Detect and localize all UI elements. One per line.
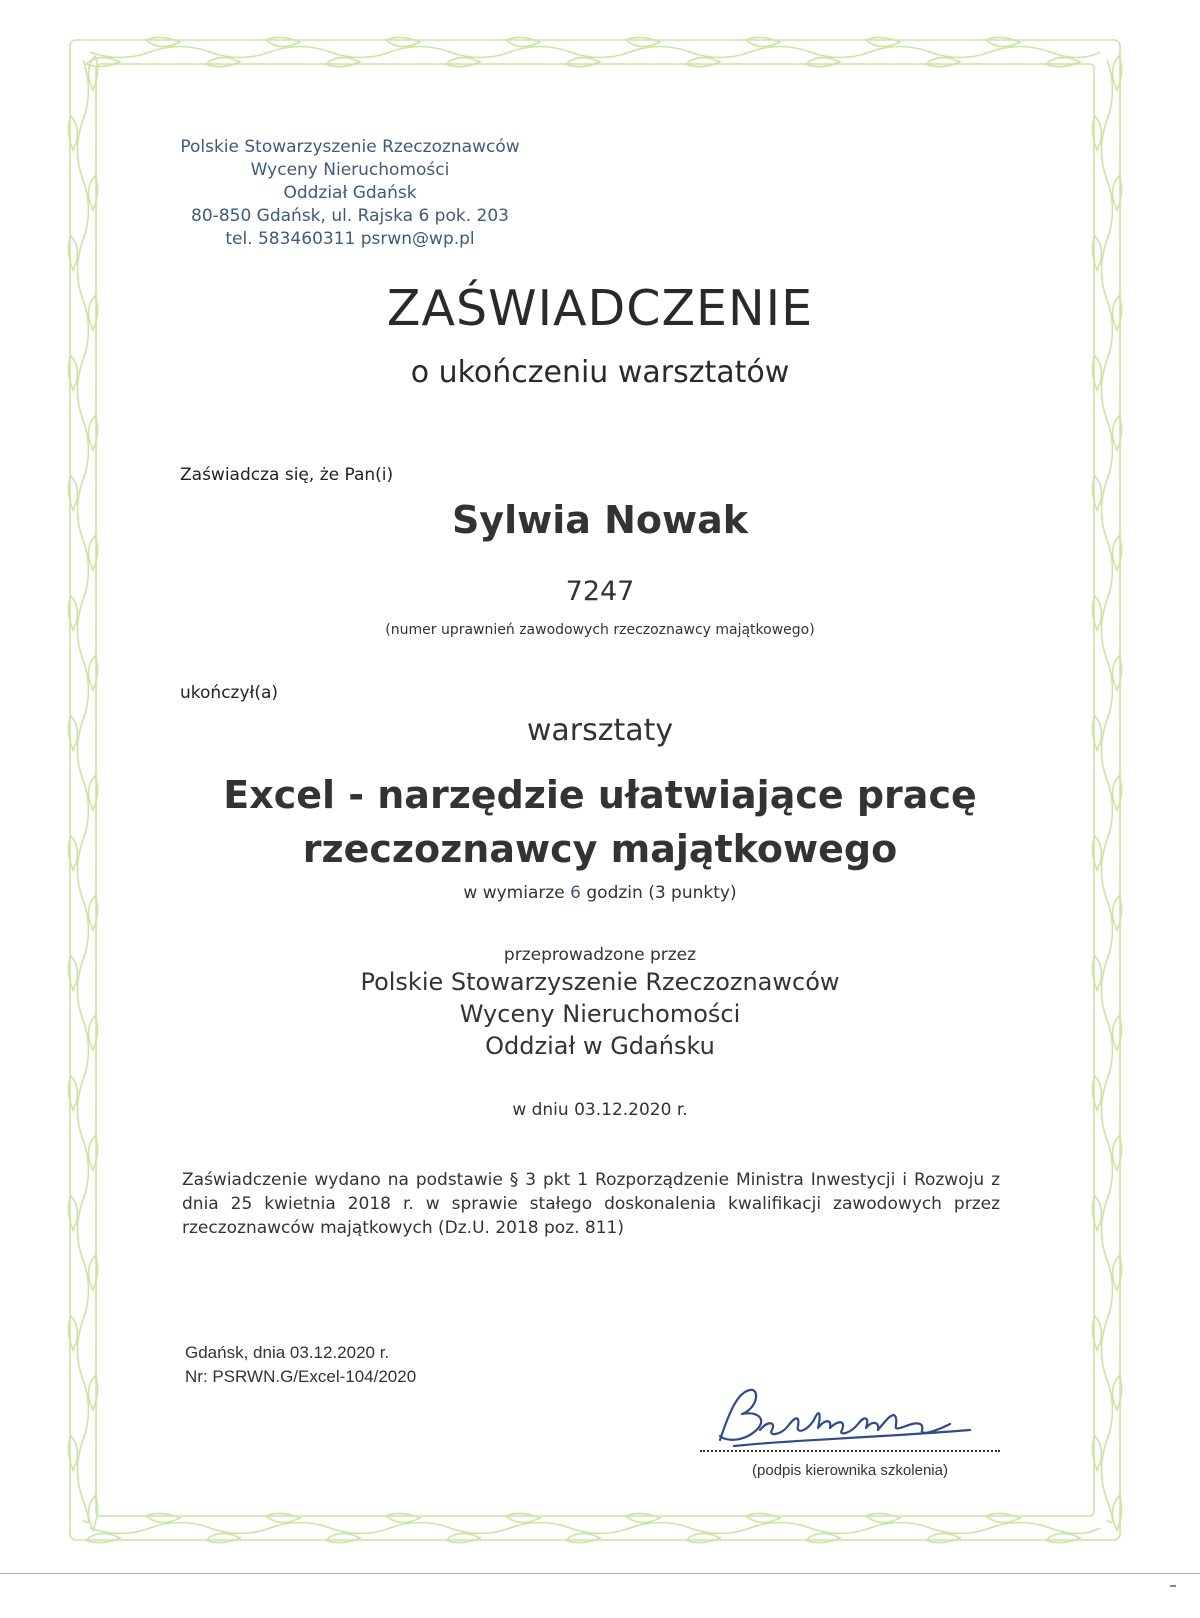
document-number: Nr: PSRWN.G/Excel-104/2020: [185, 1367, 417, 1386]
scan-mark: [1170, 1585, 1176, 1587]
certificate-title: ZAŚWIADCZENIE: [386, 280, 814, 337]
organizer-line: Oddział w Gdańsku: [485, 1032, 715, 1060]
organizer-line: Polskie Stowarzyszenie Rzeczoznawców: [360, 968, 840, 996]
duration-hours: 6: [570, 883, 581, 903]
conducted-by-label: przeprowadzone przez: [503, 945, 697, 965]
course-title-line: rzeczoznawcy majątkowego: [302, 827, 898, 871]
certificate-subtitle: o ukończeniu warsztatów: [410, 355, 790, 390]
license-note: (numer uprawnień zawodowych rzeczoznawcy majątkowego): [385, 622, 815, 638]
issuer-line: Wyceny Nieruchomości: [250, 160, 450, 180]
completed-text: ukończył(a): [180, 683, 279, 703]
scan-edge-line: [0, 1573, 1200, 1574]
issuer-address-block: [150, 136, 550, 251]
certifies-text: Zaświadcza się, że Pan(i): [180, 465, 394, 485]
workshop-label: warsztaty: [526, 713, 674, 748]
person-name: Sylwia Nowak: [451, 498, 749, 542]
duration-line: [0, 883, 1200, 903]
license-number: 7247: [565, 576, 635, 607]
legal-basis-paragraph: Zaświadczenie wydano na podstawie § 3 pkt 1 Rozporządzenie Ministra Inwestycji i Rozwoju z dnia 25 kwietnia 2018 r. w sprawie stałego doskonalenia kwalifikacji zawodowych przez rzeczoznawców majątkowych (Dz.U. 2018 poz. 811): [182, 1170, 1000, 1238]
signature-dotted-line: [700, 1450, 1000, 1452]
course-title-line: Excel - narzędzie ułatwiające pracę: [223, 773, 977, 817]
issuer-line: 80-850 Gdańsk, ul. Rajska 6 pok. 203: [191, 206, 509, 226]
issuer-line: tel. 583460311 psrwn@wp.pl: [225, 229, 475, 249]
place-and-date: Gdańsk, dnia 03.12.2020 r.: [185, 1343, 390, 1362]
signature-caption: (podpis kierownika szkolenia): [752, 1462, 948, 1479]
course-title: [0, 768, 1200, 876]
issuer-line: Polskie Stowarzyszenie Rzeczoznawców: [180, 137, 520, 157]
event-date: w dniu 03.12.2020 r.: [512, 1100, 688, 1120]
handwritten-signature: [710, 1380, 1010, 1460]
organizer-block: [0, 966, 1200, 1062]
issuer-line: Oddział Gdańsk: [283, 183, 417, 203]
duration-suffix: godzin (3 punkty): [586, 883, 737, 903]
organizer-line: Wyceny Nieruchomości: [459, 1000, 741, 1028]
duration-prefix: w wymiarze: [463, 883, 565, 903]
